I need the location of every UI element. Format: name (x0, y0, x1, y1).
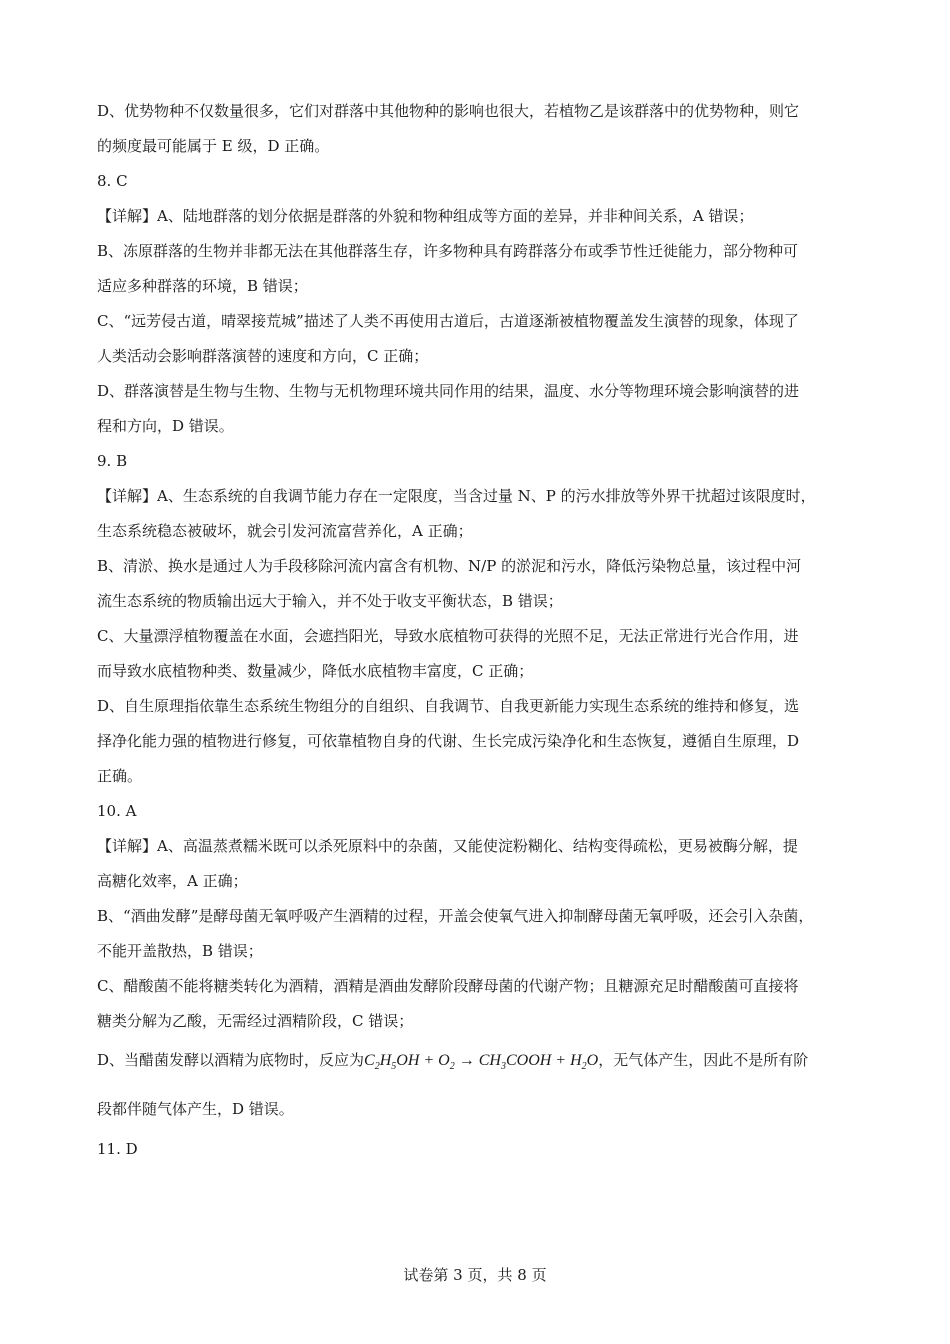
reaction-arrow: → (454, 1052, 479, 1069)
paragraph-line: 生态系统稳态被破坏，就会引发河流富营养化，A 正确； (97, 522, 473, 540)
page-content (97, 94, 857, 1167)
paragraph-line: 糖类分解为乙酸，无需经过酒精阶段，C 错误； (97, 1012, 414, 1030)
chemical-equation: $C_2H_5OH + O_2$ → $CH_3COOH + H_2O$ (364, 1052, 599, 1073)
paragraph-line: C、“远芳侵古道，晴翠接荒城”描述了人类不再使用古道后，古道逐渐被植物覆盖发生演替的现象，体现了 (97, 312, 799, 330)
formula-paragraph-line2: 段都伴随气体产生，D 错误。 (97, 1100, 294, 1119)
paragraph-line: 程和方向，D 错误。 (97, 417, 234, 435)
paragraph-line: 高糖化效率，A 正确； (97, 872, 248, 890)
answer-heading: 10. A (97, 802, 137, 820)
paragraph-line: 【详解】A、生态系统的自我调节能力存在一定限度，当含过量 N、P 的污水排放等外界干扰超过该限度时， (97, 487, 816, 505)
answer-heading: 8. C (97, 172, 128, 190)
text-blocks (97, 94, 857, 1039)
paragraph-line: D、群落演替是生物与生物、生物与无机物理环境共同作用的结果，温度、水分等物理环境会影响演替的进 (97, 382, 800, 400)
paragraph-line: 人类活动会影响群落演替的速度和方向，C 正确； (97, 347, 429, 365)
paragraph-line: B、“酒曲发酵”是酵母菌无氧呼吸产生酒精的过程，开盖会使氧气进入抑制酵母菌无氧呼吸，还会引入杂菌， (97, 907, 814, 925)
formula-paragraph-after: ，无气体产生，因此不是所有阶 (598, 1051, 809, 1069)
paragraph-line: 的频度最可能属于 E 级，D 正确。 (97, 137, 330, 155)
paragraph-line: 适应多种群落的环境，B 错误； (97, 277, 308, 295)
paragraph-line: 正确。 (97, 767, 143, 785)
formula-paragraph (97, 1039, 857, 1088)
paragraph-line: D、优势物种不仅数量很多，它们对群落中其他物种的影响也很大，若植物乙是该群落中的优势物种，则它 (97, 102, 800, 120)
paragraph-line: 流生态系统的物质输出远大于输入，并不处于收支平衡状态，B 错误； (97, 592, 563, 610)
answer-heading: 11. D (97, 1140, 138, 1159)
paragraph-line: D、自生原理指依靠生态系统生物组分的自组织、自我调节、自我更新能力实现生态系统的维持和修复，选 (97, 697, 800, 715)
answer-heading: 9. B (97, 452, 128, 470)
formula-paragraph-before: D、当醋菌发酵以酒精为底物时，反应为 (97, 1051, 365, 1069)
paragraph-line: C、醋酸菌不能将糖类转化为酒精，酒精是酒曲发酵阶段酵母菌的代谢产物；且糖源充足时醋酸菌可直接将 (97, 977, 799, 995)
paragraph-line: 【详解】A、陆地群落的划分依据是群落的外貌和物种组成等方面的差异，并非种间关系，A 错误； (97, 207, 754, 225)
paragraph-line: 择净化能力强的植物进行修复，可依靠植物自身的代谢、生长完成污染净化和生态恢复，遵循自生原理，D (97, 732, 800, 750)
paragraph-line: 【详解】A、高温蒸煮糯米既可以杀死原料中的杂菌，又能使淀粉糊化、结构变得疏松，更易被酶分解，提 (97, 837, 798, 855)
paragraph-line: 不能开盖散热，B 错误； (97, 942, 263, 960)
page-footer: 试卷第 3 页，共 8 页 (403, 1266, 547, 1284)
paragraph-line: B、清淤、换水是通过人为手段移除河流内富含有机物、N/P 的淤泥和污水，降低污染物总量，该过程中河 (97, 557, 802, 575)
paragraph-line: C、大量漂浮植物覆盖在水面，会遮挡阳光，导致水底植物可获得的光照不足，无法正常进行光合作用，进 (97, 627, 799, 645)
paragraph-line: B、冻原群落的生物并非都无法在其他群落生存，许多物种具有跨群落分布或季节性迁徙能力，部分物种可 (97, 242, 799, 260)
paragraph-line: 而导致水底植物种类、数量减少，降低水底植物丰富度，C 正确； (97, 662, 534, 680)
